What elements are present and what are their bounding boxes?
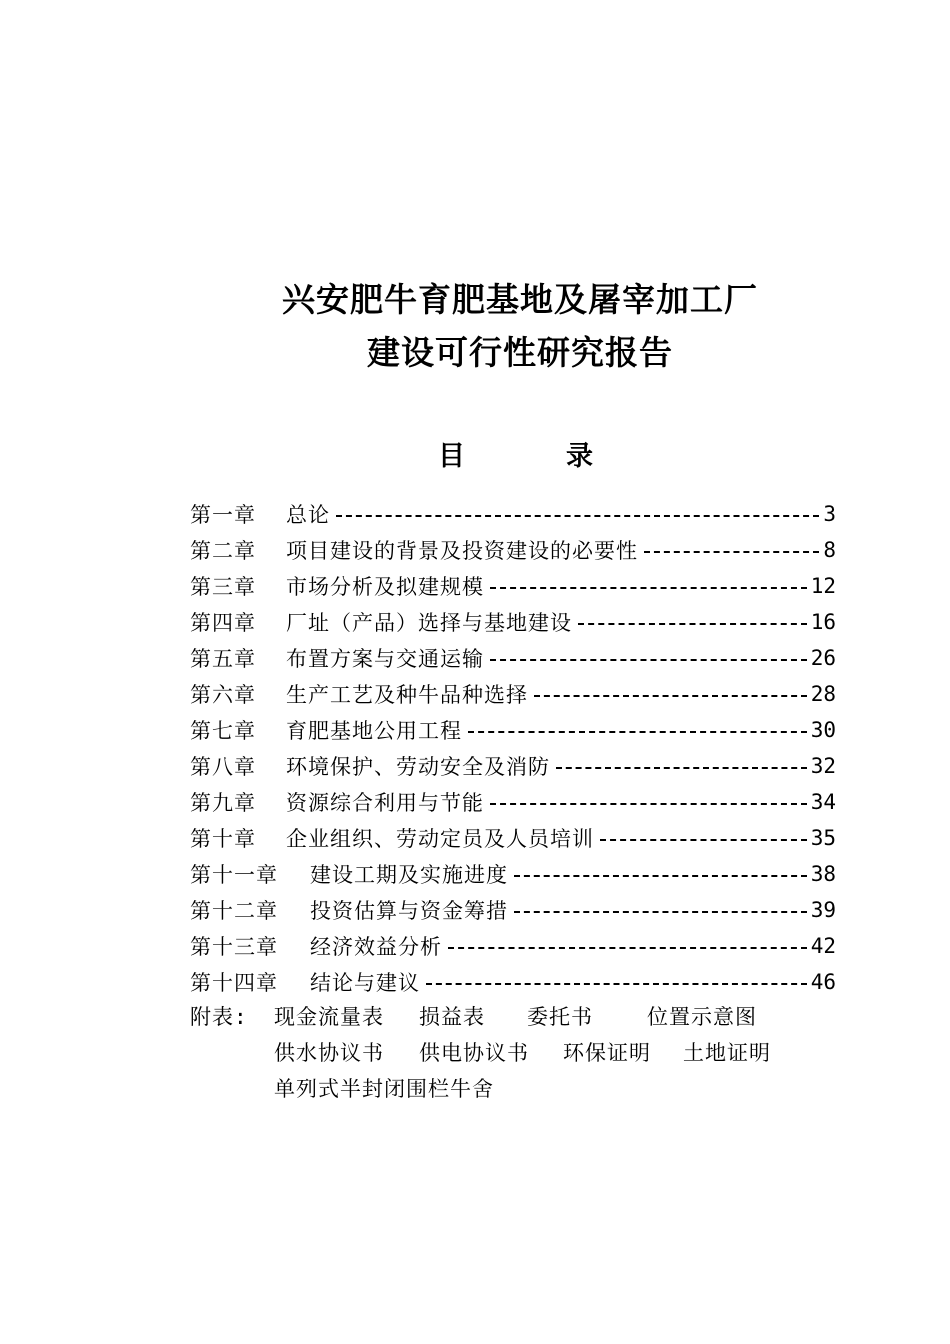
toc-leader-dashes — [534, 695, 807, 697]
toc-entry-13[interactable] — [190, 928, 836, 964]
toc-leader-dashes — [556, 767, 807, 769]
appendix-label: 附表: — [190, 1005, 248, 1029]
toc-chapter-number: 第八章 — [190, 755, 256, 779]
toc-entry-5[interactable] — [190, 640, 836, 676]
toc-leader-dashes — [490, 659, 807, 661]
table-of-contents — [190, 496, 836, 1000]
toc-page-number: 3 — [823, 502, 836, 526]
toc-heading-char-2: 录 — [566, 441, 593, 472]
toc-leader-dashes — [426, 983, 807, 985]
toc-entry-8[interactable] — [190, 748, 836, 784]
appendix-item[interactable]: 位置示意图 — [647, 1005, 757, 1029]
toc-chapter-title: 生产工艺及种牛品种选择 — [286, 683, 528, 707]
toc-chapter-title: 育肥基地公用工程 — [286, 719, 462, 743]
toc-leader-dashes — [468, 731, 807, 733]
toc-entry-3[interactable] — [190, 568, 836, 604]
toc-chapter-title: 经济效益分析 — [310, 935, 442, 959]
toc-entry-9[interactable] — [190, 784, 836, 820]
toc-chapter-title: 布置方案与交通运输 — [286, 647, 484, 671]
appendix-item[interactable]: 现金流量表 — [274, 1005, 384, 1029]
toc-page-number: 35 — [810, 826, 836, 850]
toc-leader-dashes — [578, 623, 807, 625]
toc-entry-2[interactable] — [190, 532, 836, 568]
appendix-row-3 — [190, 1070, 840, 1106]
toc-chapter-number: 第五章 — [190, 647, 256, 671]
appendix-item[interactable]: 供水协议书 — [274, 1041, 384, 1065]
toc-entry-1[interactable] — [190, 496, 836, 532]
toc-chapter-number: 第十一章 — [190, 863, 278, 887]
toc-chapter-number: 第十四章 — [190, 971, 278, 995]
toc-chapter-number: 第六章 — [190, 683, 256, 707]
toc-entry-14[interactable] — [190, 964, 836, 1000]
appendix-row-2 — [190, 1034, 840, 1070]
appendix-item[interactable]: 供电协议书 — [419, 1041, 529, 1065]
toc-leader-dashes — [336, 515, 819, 517]
toc-chapter-title: 总论 — [286, 503, 330, 527]
appendix-item[interactable]: 单列式半封闭围栏牛舍 — [274, 1077, 494, 1101]
appendix-list — [190, 998, 840, 1106]
toc-chapter-title: 投资估算与资金筹措 — [310, 899, 508, 923]
toc-chapter-number: 第九章 — [190, 791, 256, 815]
toc-chapter-title: 结论与建议 — [310, 971, 420, 995]
toc-page-number: 28 — [810, 682, 836, 706]
toc-chapter-title: 建设工期及实施进度 — [310, 863, 508, 887]
document-title-line-2: 建设可行性研究报告 — [367, 333, 673, 372]
toc-chapter-title: 市场分析及拟建规模 — [286, 575, 484, 599]
toc-page-number: 26 — [810, 646, 836, 670]
toc-entry-12[interactable] — [190, 892, 836, 928]
toc-chapter-number: 第三章 — [190, 575, 256, 599]
toc-chapter-title: 厂址（产品）选择与基地建设 — [286, 611, 572, 635]
toc-chapter-number: 第十三章 — [190, 935, 278, 959]
document-title-line-1: 兴安肥牛育肥基地及屠宰加工厂 — [282, 280, 758, 319]
toc-page-number: 30 — [810, 718, 836, 742]
toc-chapter-title: 企业组织、劳动定员及人员培训 — [286, 827, 594, 851]
toc-entry-10[interactable] — [190, 820, 836, 856]
toc-page-number: 8 — [823, 538, 836, 562]
toc-page-number: 16 — [810, 610, 836, 634]
toc-page-number: 42 — [810, 934, 836, 958]
toc-leader-dashes — [600, 839, 807, 841]
toc-chapter-title: 环境保护、劳动安全及消防 — [286, 755, 550, 779]
toc-leader-dashes — [490, 587, 807, 589]
toc-chapter-number: 第二章 — [190, 539, 256, 563]
toc-leader-dashes — [448, 947, 807, 949]
toc-leader-dashes — [514, 911, 807, 913]
toc-chapter-title: 项目建设的背景及投资建设的必要性 — [286, 539, 638, 563]
toc-chapter-number: 第七章 — [190, 719, 256, 743]
toc-page-number: 39 — [810, 898, 836, 922]
toc-entry-7[interactable] — [190, 712, 836, 748]
toc-page-number: 34 — [810, 790, 836, 814]
toc-heading — [0, 434, 950, 470]
toc-page-number: 32 — [810, 754, 836, 778]
toc-chapter-number: 第一章 — [190, 503, 256, 527]
toc-page-number: 12 — [810, 574, 836, 598]
toc-entry-6[interactable] — [190, 676, 836, 712]
toc-entry-11[interactable] — [190, 856, 836, 892]
toc-entry-4[interactable] — [190, 604, 836, 640]
toc-heading-char-1: 目 — [438, 441, 465, 472]
appendix-row-1 — [190, 998, 840, 1034]
toc-page-number: 46 — [810, 970, 836, 994]
toc-leader-dashes — [490, 803, 807, 805]
appendix-item[interactable]: 委托书 — [527, 1005, 593, 1029]
toc-page-number: 38 — [810, 862, 836, 886]
toc-leader-dashes — [644, 551, 819, 553]
toc-chapter-number: 第十二章 — [190, 899, 278, 923]
appendix-item[interactable]: 土地证明 — [683, 1041, 771, 1065]
toc-chapter-number: 第四章 — [190, 611, 256, 635]
appendix-item[interactable]: 损益表 — [419, 1005, 485, 1029]
appendix-item[interactable]: 环保证明 — [563, 1041, 651, 1065]
toc-chapter-title: 资源综合利用与节能 — [286, 791, 484, 815]
toc-chapter-number: 第十章 — [190, 827, 256, 851]
toc-leader-dashes — [514, 875, 807, 877]
